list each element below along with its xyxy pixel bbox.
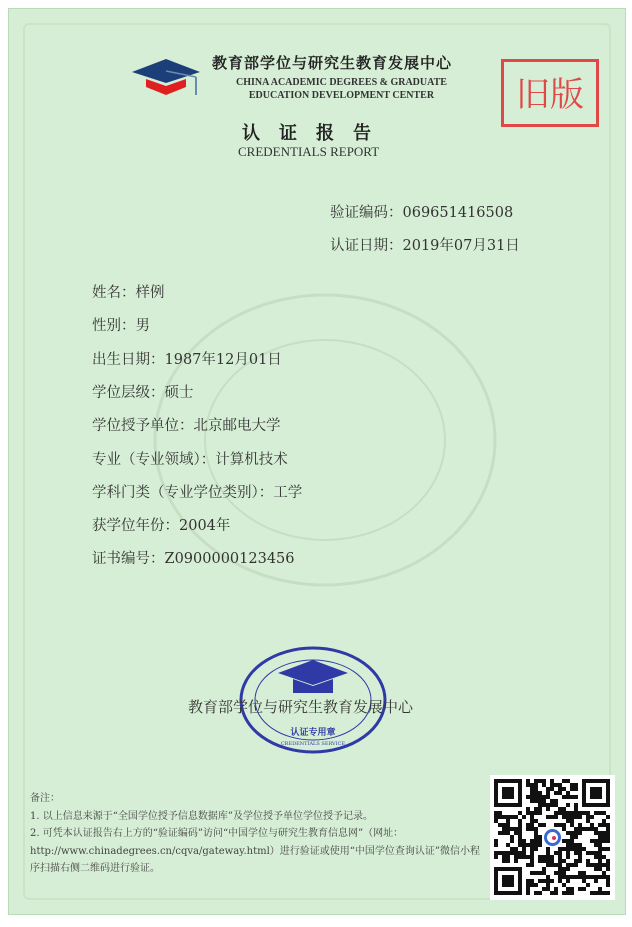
field-value: 1987年12月01日 (164, 351, 282, 368)
org-name-cn: 教育部学位与研究生教育发展中心 (212, 54, 453, 72)
notes (30, 790, 485, 878)
certification-date-label: 认证日期： (330, 238, 403, 254)
graduation-cap-icon (130, 55, 202, 100)
field-value: 计算机技术 (215, 451, 288, 468)
field-value: 工学 (273, 484, 303, 501)
report-title-cn: 认证报告 (242, 123, 390, 144)
field-row (92, 448, 288, 469)
seal-inner-text: 认证专用章 (290, 728, 336, 738)
old-version-stamp: 旧版 (501, 59, 599, 127)
field-value: 北京邮电大学 (193, 418, 281, 435)
verification-code-label: 验证编码： (330, 205, 403, 221)
certification-date (330, 234, 520, 255)
org-name-en-line1: CHINA ACADEMIC DEGREES & GRADUATE (236, 77, 447, 88)
watermark-seal (150, 290, 500, 590)
verification-code-value: 069651416508 (402, 205, 514, 221)
field-row (92, 547, 295, 568)
field-label: 学位授予单位： (92, 418, 194, 435)
seal-en-text: CREDENTIALS SERVICE (280, 741, 346, 747)
field-label: 性别： (92, 318, 136, 335)
qr-code[interactable] (490, 775, 615, 900)
field-row (92, 281, 165, 302)
field-value: Z0900000123456 (164, 551, 295, 568)
field-label: 获学位年份： (92, 518, 179, 535)
field-label: 学科门类（专业学位类别）： (92, 484, 274, 501)
field-label: 证书编号： (92, 551, 165, 568)
field-row (92, 314, 150, 335)
field-value: 2004年 (179, 518, 231, 535)
org-name-en (236, 76, 447, 102)
notes-line-2: 2. 可凭本认证报告右上方的“验证编码”访问“中国学位与研究生教育信息网”（网址：http://www.chinadegrees.cn/cqva/gateway.html）进行验证或使用“中国学位查询认证”微信小程序扫描右侧二维码进行验证。 (30, 828, 481, 874)
notes-heading: 备注： (30, 793, 60, 804)
field-row (92, 481, 302, 502)
field-value: 硕士 (164, 384, 194, 401)
field-row (92, 348, 282, 369)
issuer-name: 教育部学位与研究生教育发展中心 (188, 698, 414, 716)
field-label: 出生日期： (92, 351, 165, 368)
field-value: 样例 (135, 285, 165, 301)
notes-line-1: 1. 以上信息来源于“全国学位授予信息数据库”及学位授予单位学位授予记录。 (30, 810, 373, 822)
field-value: 男 (135, 318, 150, 335)
verification-code (330, 201, 513, 222)
field-label: 姓名： (92, 285, 136, 301)
field-row (92, 414, 281, 435)
field-row (92, 381, 194, 402)
org-name-en-line2: EDUCATION DEVELOPMENT CENTER (248, 90, 435, 101)
field-row (92, 514, 230, 535)
report-title-en: CREDENTIALS REPORT (238, 144, 380, 159)
field-label: 学位层级： (92, 384, 165, 401)
certification-date-value: 2019年07月31日 (402, 238, 520, 254)
field-label: 专业（专业领域）： (92, 451, 216, 468)
